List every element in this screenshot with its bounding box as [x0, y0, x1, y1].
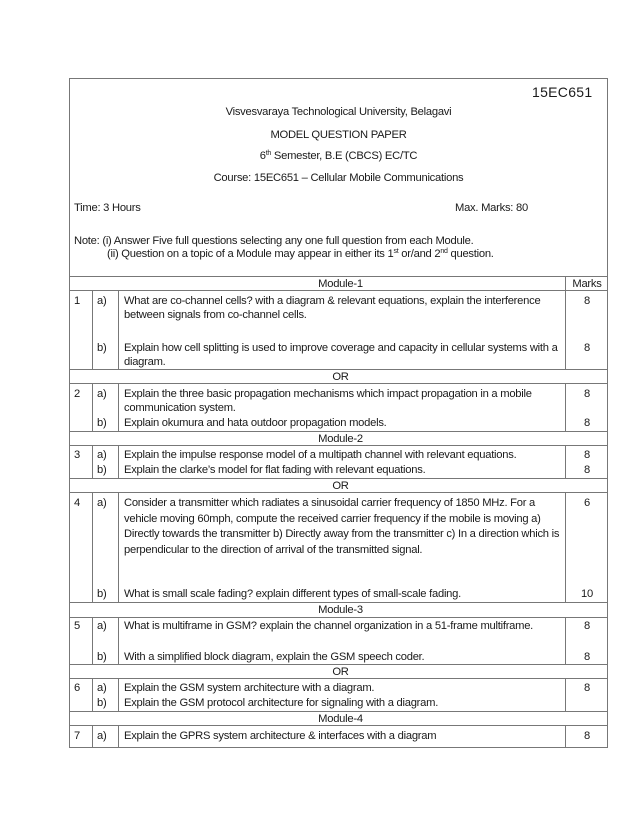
question-text: Explain how cell splitting is used to improve coverage and capacity in cellular systems with a diagram. — [124, 342, 558, 368]
question-marks: 10 — [581, 588, 593, 600]
question-marks: 8 — [584, 342, 590, 354]
question-text: What are co-channel cells? with a diagram & relevant equations, explain the interference between signals from co-channel cells. — [124, 295, 541, 321]
question-marks: 8 — [584, 730, 590, 742]
question-part: a) — [97, 449, 107, 461]
question-part: b) — [97, 697, 107, 709]
note-line-2: (ii) Question on a topic of a Module may appear in either its 1st or/and 2nd question. — [107, 248, 494, 260]
max-marks-label: Max. Marks: 80 — [455, 202, 528, 214]
marks-header: Marks — [572, 278, 602, 290]
question-number: 6 — [74, 682, 80, 694]
question-marks: 8 — [584, 682, 590, 694]
table-col-rule — [92, 725, 93, 748]
question-text: What is small scale fading? explain different types of small-scale fading. — [124, 588, 461, 600]
note-line-1: Note: (i) Answer Five full questions selecting any one full question from each Module. — [74, 235, 474, 247]
semester-line: 6th Semester, B.E (CBCS) EC/TC — [259, 150, 418, 162]
question-text: Consider a transmitter which radiates a sinusoidal carrier frequency of 1850 MHz. For a vehicle moving 60mph, compute the received carrier frequency if the mobile is moving a) Directly towards the transmitter b) Directly away from the transmitter c) In a direction which is perpendicular to the direction of arrival of the transmitted signal. — [124, 497, 560, 556]
question-part: a) — [97, 295, 107, 307]
question-part: a) — [97, 620, 107, 632]
paper-type: MODEL QUESTION PAPER — [270, 129, 407, 141]
question-text: With a simplified block diagram, explain the GSM speech coder. — [124, 651, 425, 663]
question-part: a) — [97, 730, 107, 742]
question-marks: 6 — [584, 497, 590, 509]
question-marks: 8 — [584, 295, 590, 307]
table-col-rule — [118, 383, 119, 431]
table-col-rule — [92, 678, 93, 711]
table-col-rule — [118, 678, 119, 711]
question-number: 4 — [74, 497, 80, 509]
question-part: a) — [97, 497, 107, 509]
table-col-rule — [92, 492, 93, 602]
question-text: What is multiframe in GSM? explain the channel organization in a 51-frame multiframe. — [124, 620, 534, 632]
table-col-rule — [92, 290, 93, 369]
question-text: Explain okumura and hata outdoor propagation models. — [124, 417, 387, 429]
module-4-header: Module-4 — [318, 713, 363, 725]
table-col-rule — [92, 383, 93, 431]
question-part: a) — [97, 682, 107, 694]
question-part: b) — [97, 651, 107, 663]
course-code: 15EC651 — [532, 84, 593, 100]
question-number: 2 — [74, 388, 80, 400]
table-rule — [69, 617, 608, 618]
or-separator: OR — [332, 371, 349, 383]
question-marks: 8 — [584, 620, 590, 632]
or-separator: OR — [332, 480, 349, 492]
question-part: b) — [97, 417, 107, 429]
module-3-header: Module-3 — [318, 604, 363, 616]
question-marks: 8 — [584, 449, 590, 461]
table-col-rule — [92, 445, 93, 478]
table-col-rule — [118, 290, 119, 369]
question-text: Explain the GSM protocol architecture for signaling with a diagram. — [124, 697, 439, 709]
question-text: Explain the GPRS system architecture & interfaces with a diagram — [124, 730, 437, 742]
question-marks: 8 — [584, 464, 590, 476]
question-part: a) — [97, 388, 107, 400]
question-number: 1 — [74, 295, 80, 307]
question-marks: 8 — [584, 417, 590, 429]
table-col-rule — [92, 617, 93, 664]
time-label: Time: 3 Hours — [74, 202, 141, 214]
course-title: Course: 15EC651 – Cellular Mobile Communications — [213, 172, 464, 184]
table-col-rule — [118, 492, 119, 602]
table-col-rule — [118, 617, 119, 664]
module-1-header: Module-1 — [318, 278, 363, 290]
question-part: b) — [97, 342, 107, 354]
question-number: 7 — [74, 730, 80, 742]
question-text: Explain the impulse response model of a multipath channel with relevant equations. — [124, 449, 517, 461]
question-marks: 8 — [584, 651, 590, 663]
table-col-rule — [118, 725, 119, 748]
module-2-header: Module-2 — [318, 433, 363, 445]
question-marks: 8 — [584, 388, 590, 400]
question-part: b) — [97, 588, 107, 600]
table-col-rule — [118, 445, 119, 478]
question-number: 3 — [74, 449, 80, 461]
question-part: b) — [97, 464, 107, 476]
university-name: Visvesvaraya Technological University, Belagavi — [225, 106, 452, 118]
or-separator: OR — [332, 666, 349, 678]
question-number: 5 — [74, 620, 80, 632]
question-text: Explain the clarke’s model for flat fading with relevant equations. — [124, 464, 426, 476]
question-text: Explain the GSM system architecture with a diagram. — [124, 682, 375, 694]
question-text: Explain the three basic propagation mechanisms which impact propagation in a mobile communication system. — [124, 388, 532, 414]
